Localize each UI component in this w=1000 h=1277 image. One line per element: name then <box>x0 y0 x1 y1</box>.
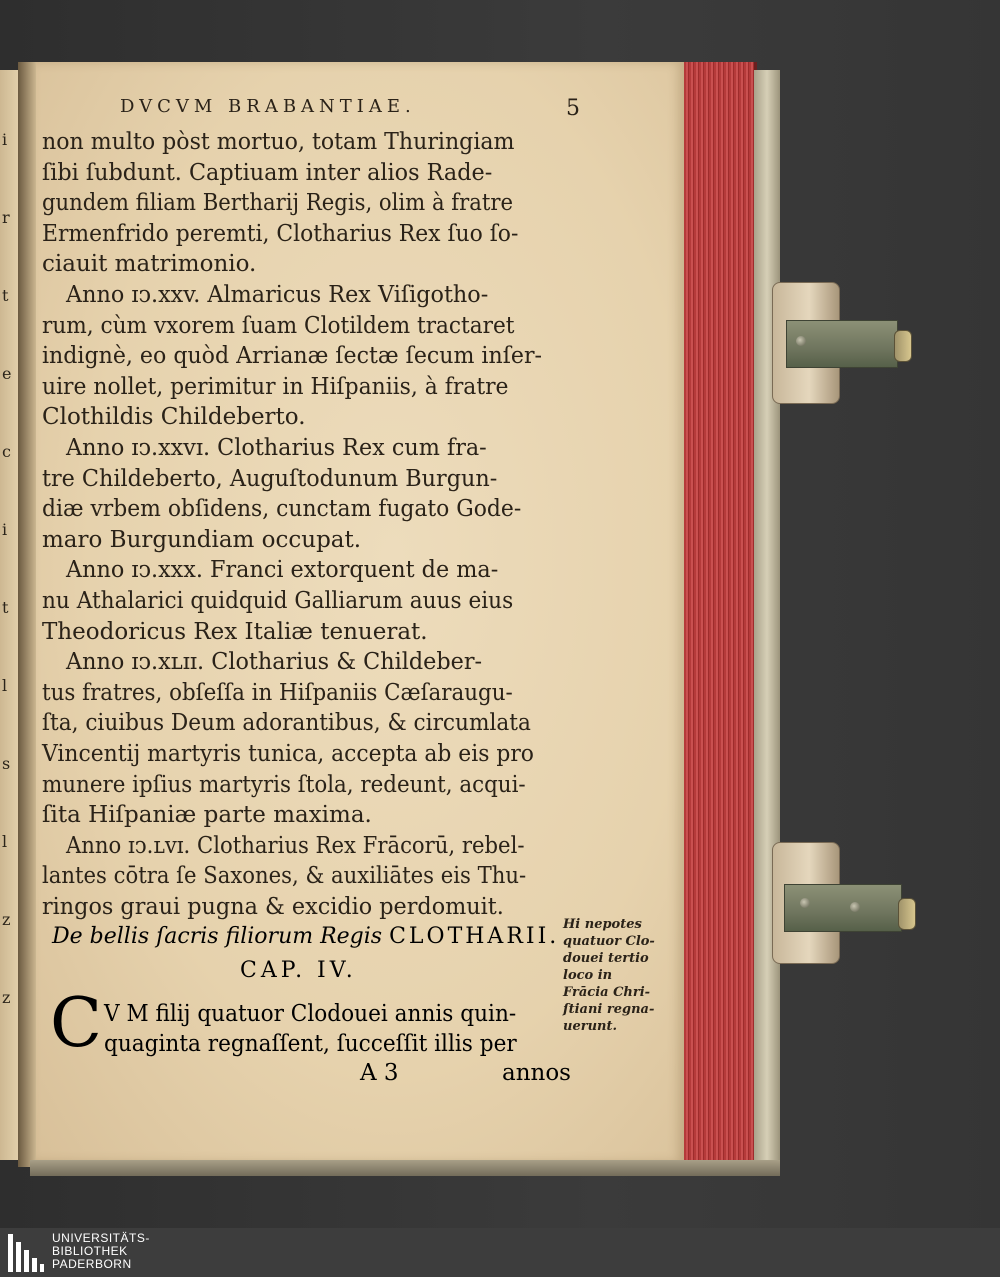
library-logo-icon <box>8 1234 44 1272</box>
library-name-line-3: PADERBORN <box>52 1257 132 1271</box>
signature-mark: A 3 <box>360 1060 399 1086</box>
red-page-edges <box>684 62 757 1162</box>
body-line: Anno ɪↄ.xxx. Franci extorquent de ma- <box>66 557 499 584</box>
body-line: nu Athalarici quidquid Galliarum auus eius <box>42 588 514 614</box>
facing-page-letter: l <box>2 832 8 851</box>
clasp-lower-strap <box>784 884 902 932</box>
body-line: uire nollet, perimitur in Hiſpaniis, à fratre <box>42 373 509 400</box>
facing-page-letter: s <box>2 754 11 773</box>
facing-page-letter: c <box>2 442 11 461</box>
body-line: ringos graui pugna & excidio perdomuit. <box>42 894 504 920</box>
body-line: Anno ɪↄ.xxv. Almaricus Rex Viſigotho- <box>66 282 489 308</box>
gutter-shadow <box>18 62 36 1167</box>
marginal-note-line: quatuor Clo- <box>563 934 655 949</box>
body-line: tre Childeberto, Auguſtodunum Burgun- <box>42 465 498 492</box>
chapter-heading <box>52 924 559 949</box>
chapter-heading-caps: CLOTHARII. <box>389 924 560 949</box>
body-line: munere ipſius martyris ſtola, redeunt, acqui- <box>42 771 526 798</box>
facing-page-letter: i <box>2 520 8 539</box>
clasp-lower-rivet <box>800 898 810 908</box>
facing-page-letter: z <box>2 910 11 929</box>
marginal-note-line: ſtiani regna- <box>563 1002 655 1017</box>
marginal-note-line: douei tertio <box>563 951 649 966</box>
body-line: diæ vrbem obſidens, cunctam fugato Gode- <box>42 496 522 523</box>
facing-page-letter: z <box>2 988 11 1007</box>
facing-page-letter: t <box>2 286 9 305</box>
chapter-heading-italic: De bellis ſacris filiorum Regis <box>52 924 383 949</box>
body-line: ſta, ciuibus Deum adorantibus, & circumlata <box>42 710 531 737</box>
running-head <box>120 96 580 121</box>
library-name <box>52 1232 150 1271</box>
marginal-note-line: Frācia Chri- <box>563 985 651 1000</box>
body-line: ciauit matrimonio. <box>42 251 257 278</box>
facing-page-letter: t <box>2 598 9 617</box>
body-line: Ermenfrido peremti, Clotharius Rex ſuo ſo- <box>42 220 519 247</box>
drop-capital: C <box>50 984 103 1063</box>
page-number: 5 <box>566 96 580 121</box>
body-line: Anno ɪↄ.xʟɪɪ. Clotharius & Childeber- <box>66 649 483 676</box>
body-line: lantes cōtra ſe Saxones, & auxiliātes eis Thu- <box>42 863 527 890</box>
clasp-upper-rivet <box>796 336 806 346</box>
body-line: gundem filiam Bertharij Regis, olim à fratre <box>42 190 514 217</box>
chapter-line-1: V M filij quatuor Clodouei annis quin- <box>104 1001 517 1027</box>
marginal-note-line: loco in <box>563 968 613 983</box>
facing-page-edge <box>0 70 20 1160</box>
book-cover-board <box>754 70 780 1170</box>
running-head-title: DVCVM BRABANTIAE. <box>120 96 416 117</box>
marginal-note <box>563 916 655 1035</box>
facing-page-letter: r <box>2 208 10 227</box>
chapter-line-2: quaginta regnaſſent, ſucceſſit illis per <box>104 1031 517 1057</box>
facing-page-letter: i <box>2 130 8 149</box>
body-line: non multo pòst mortuo, totam Thuringiam <box>42 129 515 155</box>
clasp-upper-hook <box>894 330 912 362</box>
library-name-line-2: BIBLIOTHEK <box>52 1244 128 1258</box>
library-name-line-1: UNIVERSITÄTS- <box>52 1231 150 1245</box>
library-footer <box>0 1228 1000 1277</box>
body-line: tus fratres, obſeſſa in Hiſpaniis Cæſaraugu- <box>42 679 513 706</box>
facing-page-letter: e <box>2 364 12 383</box>
body-line: ſibi ſubdunt. Captiuam inter alios Rade- <box>42 159 493 186</box>
body-line: Anno ɪↄ.ʟvɪ. Clotharius Rex Frācorū, rebel- <box>66 832 525 859</box>
body-line: ſita Hiſpaniæ parte maxima. <box>42 802 372 829</box>
body-line: Theodoricus Rex Italiæ tenuerat. <box>42 618 428 645</box>
clasp-lower-rivet-2 <box>850 902 860 912</box>
book-bottom-board <box>30 1160 780 1176</box>
body-line: Vincentij martyris tunica, accepta ab eis pro <box>42 741 534 767</box>
body-line: Anno ɪↄ.xxvɪ. Clotharius Rex cum fra- <box>66 435 487 461</box>
clasp-lower-hook <box>898 898 916 930</box>
body-line: rum, cùm vxorem ſuam Clotildem tractaret <box>42 312 515 339</box>
catchword: annos <box>502 1060 571 1086</box>
facing-page-letter: l <box>2 676 8 695</box>
body-line: Clothildis Childeberto. <box>42 404 306 431</box>
body-line: maro Burgundiam occupat. <box>42 526 362 553</box>
marginal-note-line: Hi nepotes <box>563 917 642 932</box>
marginal-note-line: uerunt. <box>563 1019 618 1034</box>
body-line: indignè, eo quòd Arrianæ ſectæ ſecum inſer- <box>42 343 542 370</box>
chapter-number: CAP. IV. <box>240 958 357 983</box>
